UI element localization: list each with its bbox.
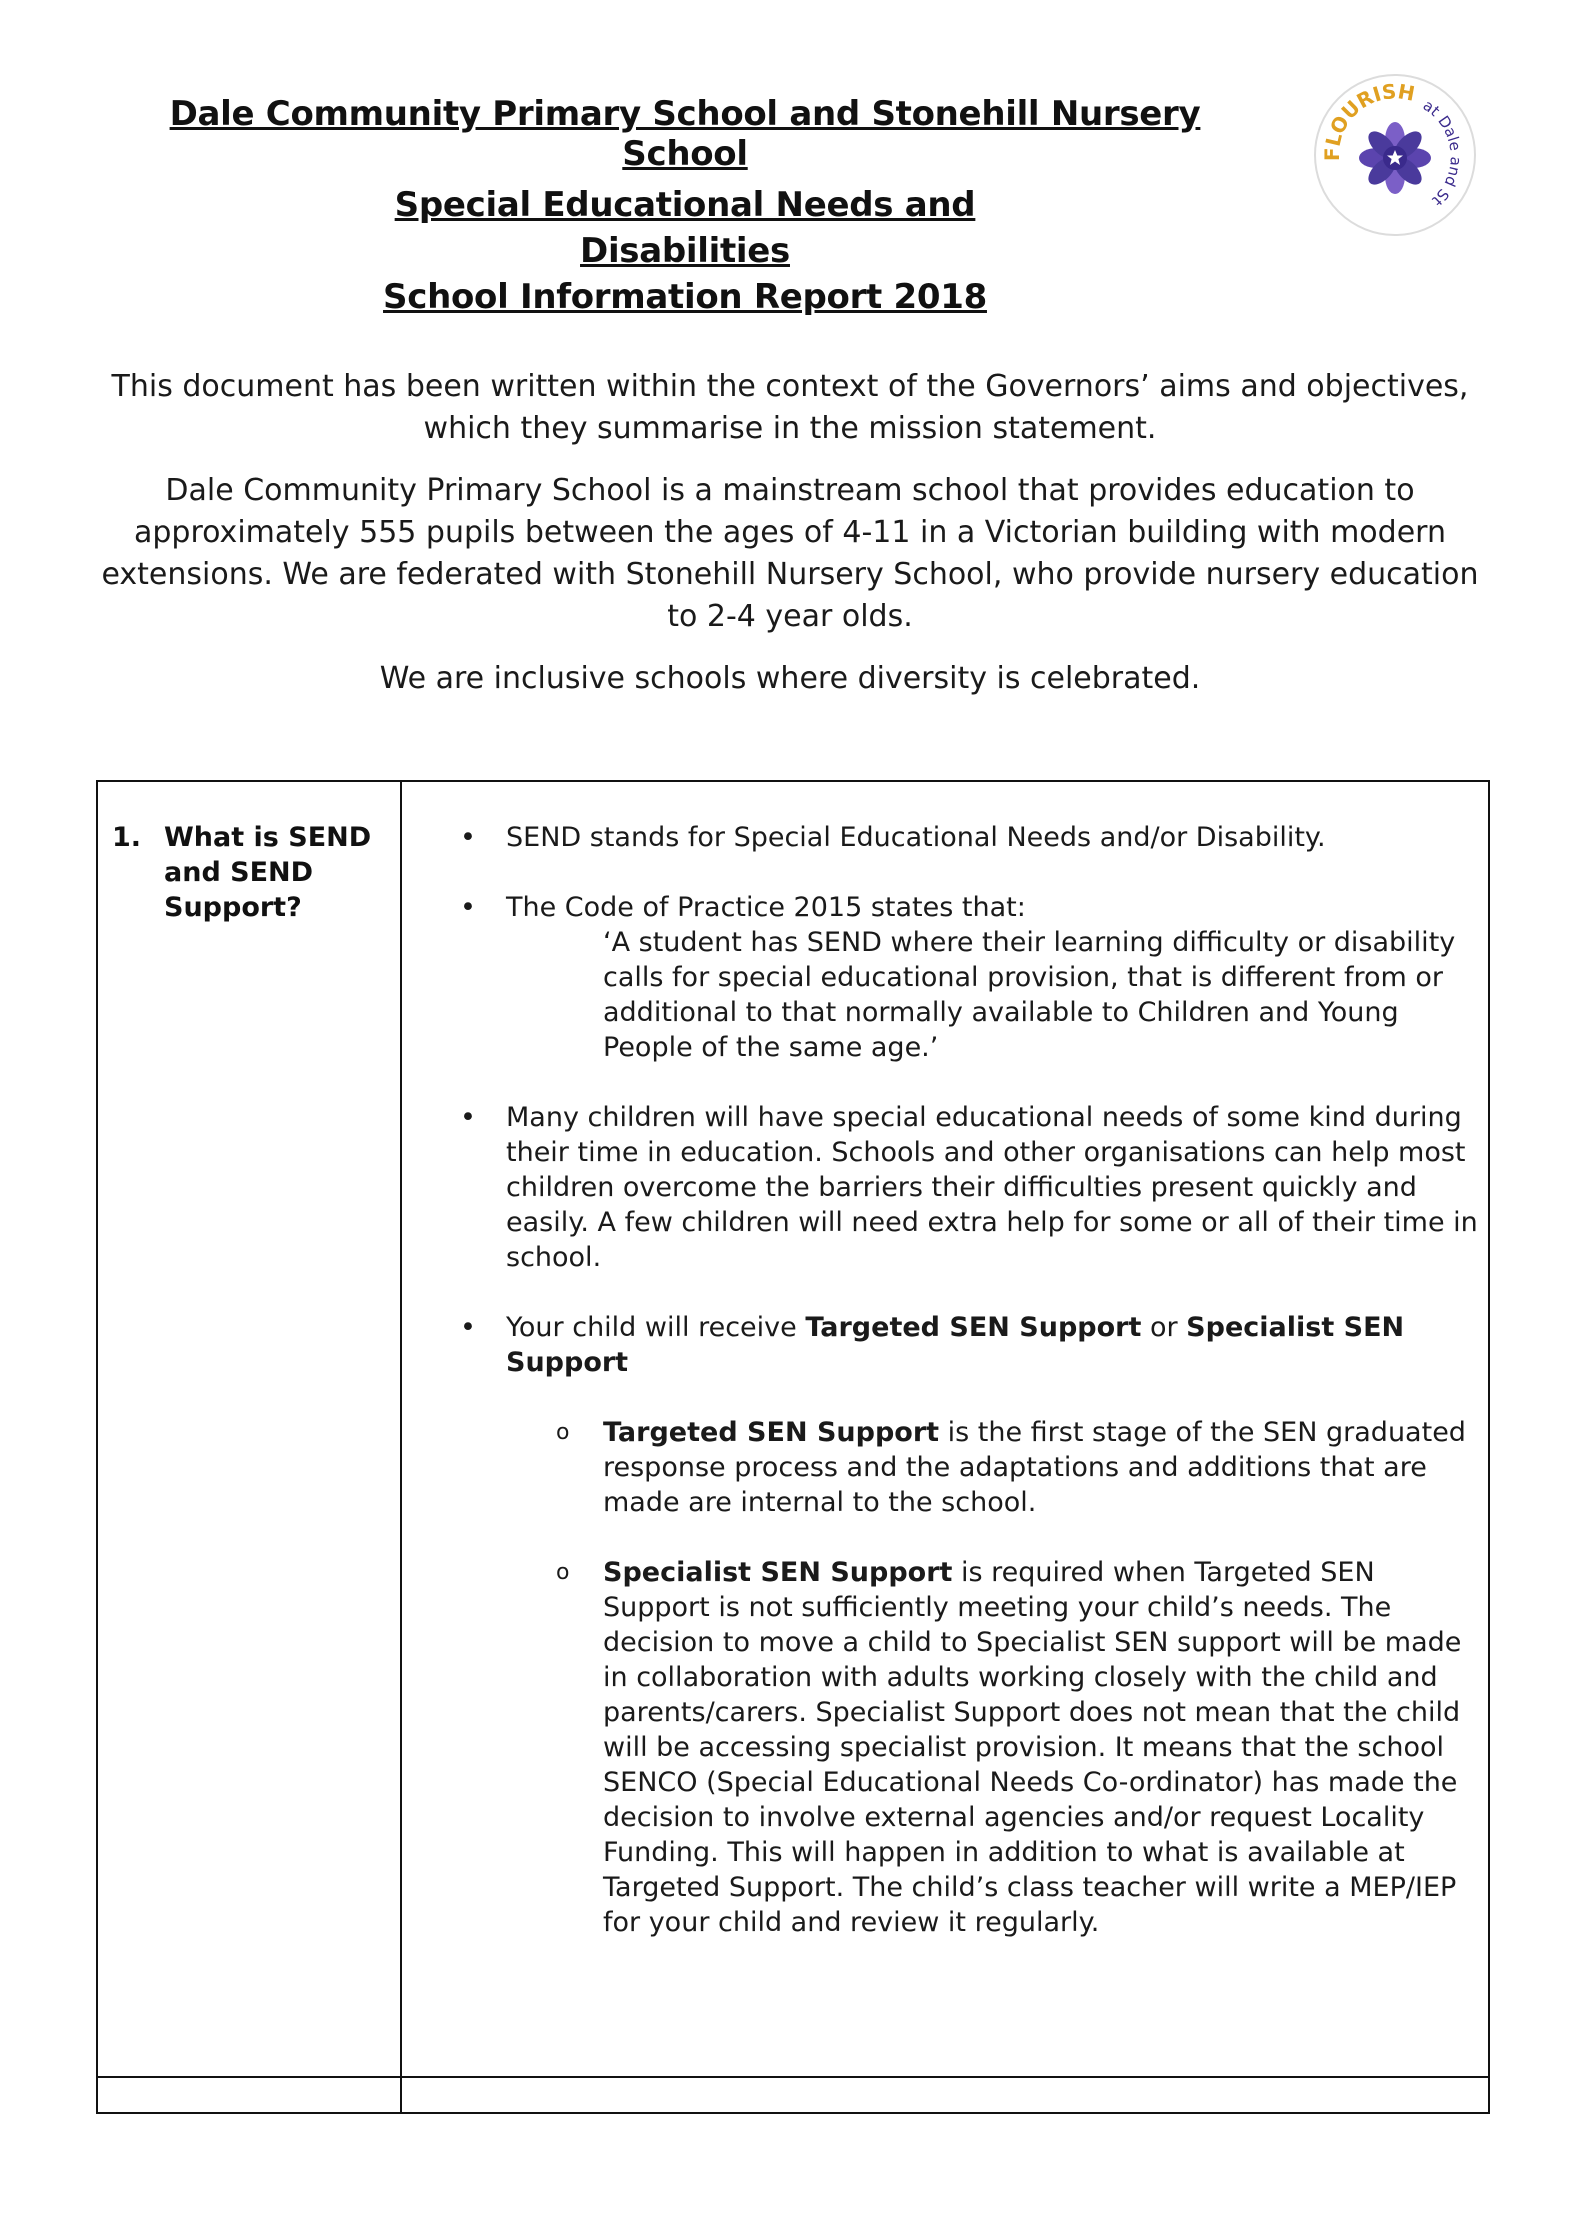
bullet-4-bold-2: Specialist SEN Support [506,1312,1405,1378]
circle-bullet-icon: o [556,1560,570,1585]
sub-1-bold: Targeted SEN Support [603,1417,940,1448]
table-column-divider [400,782,402,2112]
intro-paragraph-3: We are inclusive schools where diversity is celebrated. [379,661,1201,696]
school-name-heading: Dale Community Primary School and Stonehill Nursery School [169,94,1201,174]
intro-paragraph-1: This document has been written within the context of the Governors’ aims and objectives, which they summarise in the mission statement. [111,369,1469,446]
bullet-1-text: SEND stands for Special Educational Needs and/or Disability. [506,822,1326,853]
sub-2-bold: Specialist SEN Support [603,1557,953,1588]
answer-bullet-2 [448,890,1478,1065]
intro-paragraph-2: Dale Community Primary School is a mainstream school that provides education to approximately 555 pupils between the ages of 4-11 in a Victorian building with modern extensions. We are federated with Stonehill Nursery School, who provide nursery education to 2-4 year olds. [101,473,1479,634]
report-title [300,182,1070,320]
code-of-practice-quote: ‘A student has SEND where their learning difficulty or disability calls for special educational provision, that is different from or additional to that normally available to Children and Young People of the same age.’ [603,927,1456,1063]
flourish-logo-graphic [1310,70,1480,240]
bullet-icon: • [460,1102,476,1133]
question-text: What is SEND and SEND Support? [164,822,372,923]
question-number: 1. [112,822,142,853]
bullet-4-pre: Your child will receive [506,1312,806,1343]
svg-text:at Dale and Stonehill: at Dale and St [1419,96,1465,210]
sub-bullet-specialist [448,1555,1478,1940]
answer-cell [448,820,1478,1975]
intro-section [80,366,1500,720]
report-title-line2: School Information Report 2018 [383,277,987,317]
flourish-logo [1310,70,1480,240]
bullet-4-mid: or [1141,1312,1187,1343]
answer-bullet-3 [448,1100,1478,1275]
sub-bullet-targeted [448,1415,1478,1520]
bullet-icon: • [460,822,476,853]
bullet-4-bold-1: Targeted SEN Support [805,1312,1142,1343]
circle-bullet-icon: o [556,1420,570,1445]
sub-1-text: is the first stage of the SEN graduated response process and the adaptations and additions that are made are internal to the school. [603,1417,1466,1518]
bullet-icon: • [460,1312,476,1343]
table-row-divider [98,2076,1488,2078]
sub-2-text: is required when Targeted SEN Support is not sufficiently meeting your child’s needs. The decision to move a child to Specialist SEN support will be made in collaboration with adults working closely with the child and parents/carers. Specialist Support does not mean that the child will be accessing specialist provision. It means that the school SENCO (Special Educational Needs Co-ordinator) has made the decision to involve external agencies and/or request Locality Funding. This will happen in addition to what is available at Targeted Support. The child’s class teacher will write a MEP/IEP for your child and review it regularly. [603,1557,1462,1938]
report-title-line1: Special Educational Needs and Disabilities [394,185,976,271]
bullet-3-text: Many children will have special educational needs of some kind during their time in education. Schools and other organisations can help most children overcome the barriers their difficulties present quickly and easily. A few children will need extra help for some or all of their time in school. [506,1102,1478,1273]
info-table [96,780,1490,2114]
svg-text:FLOURISH: FLOURISH [1319,79,1417,162]
bullet-icon: • [460,892,476,923]
answer-bullet-4 [448,1310,1478,1380]
bullet-2-intro: The Code of Practice 2015 states that: [506,892,1026,923]
answer-bullet-1 [448,820,1478,855]
